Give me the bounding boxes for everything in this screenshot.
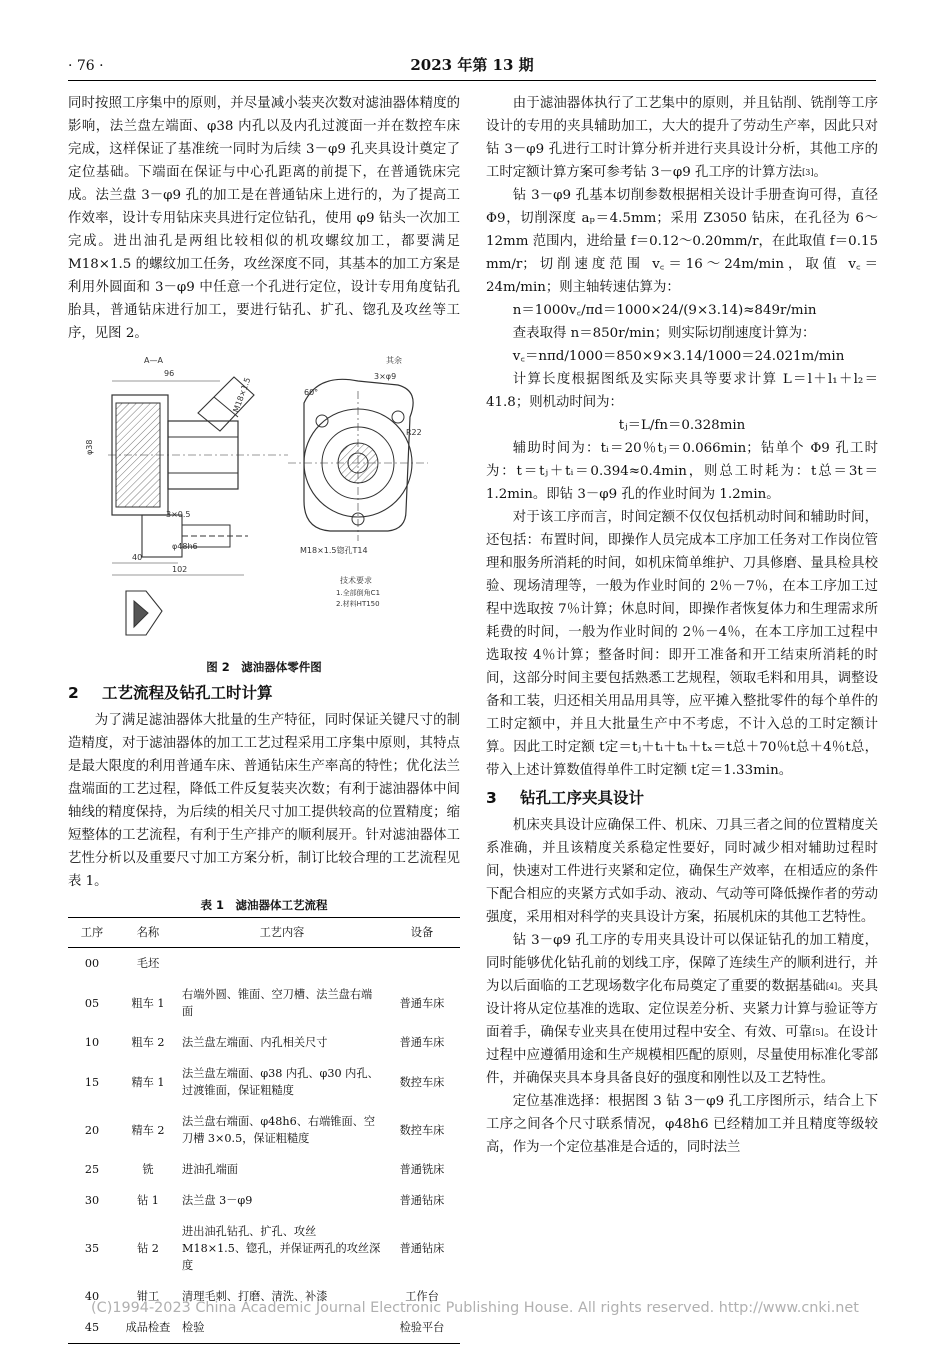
cell: 法兰盘 3－φ9 — [182, 1194, 253, 1207]
cell: 35 — [84, 1242, 100, 1255]
right-column — [486, 92, 878, 1159]
cell: 15 — [84, 1075, 100, 1089]
paragraph-text: 由于滤油器体执行了工艺集中的原则，并且钻削、铣削等工序设计的专用的夹具辅助加工，大大的提升了劳动生产率，因此只对钻 3－φ9 孔进行工时计算分析并进行夹具设计分析，其他工序的工时定额计算方案可参考钻 3－φ9 孔工序的计算方法 — [486, 96, 878, 180]
cell: 粗车 2 — [131, 1036, 165, 1049]
cell: 钻 1 — [137, 1194, 159, 1207]
section-heading — [68, 681, 460, 705]
section-title: 钻孔工序夹具设计 — [520, 789, 645, 807]
cell: 精车 1 — [131, 1075, 165, 1089]
cell: 数控车床 — [399, 1075, 445, 1089]
equation: tⱼ＝L/fn＝0.328min — [618, 418, 746, 433]
dim-3x05: 3×0.5 — [166, 510, 191, 519]
tech-req-1: 1.全部倒角C1 — [336, 589, 381, 597]
cell: 30 — [84, 1194, 100, 1207]
table-row — [68, 1216, 460, 1281]
cell: 钳工 — [136, 1290, 160, 1303]
cell — [180, 948, 384, 980]
paragraph: 定位基准选择：根据图 3 钻 3－φ9 孔工序图所示，结合上下工序之间各个尺寸联系情况，φ48h6 已经精加工并且精度等级较高，作为一个定位基准是合适的，同时法兰 — [486, 1094, 878, 1155]
col-header: 设备 — [384, 918, 460, 948]
tech-req-title: 技术要求 — [340, 576, 372, 585]
dim-3phi9: 3×φ9 — [374, 372, 397, 381]
left-column — [68, 92, 460, 1344]
paragraph: 辅助时间为：tᵢ＝20％tⱼ＝0.066min；钻单个 Φ9 孔工时为：t＝tⱼ＋tᵢ＝0.394≈0.4min，则总工时耗为：t总＝3t＝1.2min。即钻 3－φ9 孔的作业时间为 1.2min。 — [486, 441, 878, 502]
section-heading — [486, 786, 878, 810]
cell: 精车 2 — [131, 1123, 165, 1137]
table-row — [68, 979, 460, 1027]
dim-r22: R22 — [406, 428, 422, 437]
paragraph — [486, 929, 878, 1090]
paragraph: 对于该工序而言，时间定额不仅仅包括机动时间和辅助时间，还包括：布置时间，即操作人员完成本工序加工任务对工作岗位管理和服务所消耗的时间，如机床简单维护、刀具修磨、量具检具校验、现场清理等，一般为作业时间的 2％－7％，在本工序加工过程中选取按 7％计算；休息时间，即操作者恢复体力和生理需求所耗费的时间，一般为作业时间的 2％－4％，在本工序加工过程中选取按 4％计算；整备时间：即开工准备和开工结束所消耗的时间，这部分时间主要包括熟悉工艺规程，领取毛料和用具，调整设备和工装，归还相关用品用具等，应平摊入整批零件的每个单件的工时定额中，并且大批量生产中不考虑，不计入总的工时定额计算。因此工时定额 t定＝tⱼ＋tᵢ＋tₕ＋tₓ＝t总＋70％t总＋4％t总，带入上述计算数值得单件工时定额 t定＝1.33min。 — [486, 510, 878, 778]
page-number: · 76 · — [68, 58, 104, 74]
citation: [3] — [802, 168, 814, 177]
punct: 。 — [813, 165, 827, 180]
header-rule — [68, 80, 876, 81]
dim-96: 96 — [164, 369, 175, 378]
cell: 05 — [84, 996, 100, 1010]
dim-phi38: φ38 — [85, 439, 94, 455]
citation: [4] — [825, 982, 838, 991]
page-header — [68, 0, 876, 80]
paragraph-text: 钻 3－φ9 孔工序的专用夹具设计可以保证钻孔的加工精度，同时能够优化钻孔前的划线工序，保障了连续生产的顺利进行，并为以后面临的工艺现场数字化布局奠定了重要的数据基础 — [486, 933, 878, 994]
copyright-footer: (C)1994-2023 China Academic Journal Electronic Publishing House. All rights reserved. http://www.cnki.net — [91, 1300, 859, 1316]
cell: 法兰盘右端面、φ48h6、右端锥面、空刀槽 3×0.5，保证粗糙度 — [182, 1115, 376, 1145]
cell: 普通铣床 — [399, 1163, 445, 1176]
cell: 进出油孔钻孔、扩孔、攻丝 M18×1.5、锪孔，并保证两孔的攻丝深度 — [182, 1225, 381, 1272]
cell: 检验平台 — [384, 1312, 460, 1344]
dim-40: 40 — [132, 553, 143, 562]
cell: 普通车床 — [399, 1036, 445, 1049]
table-row — [68, 1185, 460, 1216]
cell: 成品检查 — [116, 1312, 180, 1344]
equation: n＝1000v꜀/πd＝1000×24/(9×3.14)≈849r/min — [512, 303, 817, 318]
col-header: 工艺内容 — [180, 918, 384, 948]
process-table — [68, 917, 460, 1344]
paragraph: 机床夹具设计应确保工件、机床、刀具三者之间的位置精度关系准确，并且该精度关系稳定性要好，同时减少相对辅助过程时间，快速对工件进行夹紧和定位，确保生产效率，在相适应的条件下配合相应的夹紧方式如手动、液动、气动等可降低操作者的劳动强度，采用相对科学的夹具设计方案，拓展机床的其他工艺特性。 — [486, 818, 878, 925]
cell: 45 — [68, 1312, 116, 1344]
cell: 进油孔端面 — [182, 1163, 238, 1176]
cell: 粗车 1 — [131, 996, 165, 1010]
journal-issue: 2023 年第 13 期 — [410, 56, 534, 74]
table-header-row — [68, 918, 460, 948]
figure-2 — [68, 351, 460, 651]
cell: 10 — [84, 1036, 100, 1049]
citation: [5] — [812, 1028, 824, 1037]
cell: 毛坯 — [136, 957, 160, 970]
cell: 法兰盘左端面、内孔相关尺寸 — [182, 1036, 328, 1049]
section-number: 2 — [68, 684, 79, 702]
table-row — [68, 948, 460, 980]
dim-102: 102 — [172, 565, 188, 574]
col-header: 工序 — [68, 918, 116, 948]
paragraph-text: 。在设计过程中应遵循用途和生产规模相匹配的原则，尽量使用标准化零部件，并确保夹具本身具备良好的强度和刚性以及工艺特性。 — [486, 1025, 879, 1086]
table-row — [68, 1106, 460, 1154]
table-caption: 表 1 滤油器体工艺流程 — [200, 898, 328, 912]
section-label: A—A — [144, 356, 163, 365]
cell: 20 — [84, 1123, 100, 1137]
paragraph: 查表取得 n＝850r/min；则实际切削速度计算为： — [512, 326, 816, 341]
paragraph: 为了满足滤油器体大批量的生产特征，同时保证关键尺寸的制造精度，对于滤油器体的加工工艺过程采用工序集中原则，其特点是最大限度的利用普通车床、普通钻床生产率高的特性；优化法兰盘端面的工艺过程，降低工件反复装夹次数；有利于滤油器体中间轴线的精度保持，为后续的相关尺寸加工提供较高的位置精度；缩短整体的工艺流程，有利于生产排产的顺利展开。针对滤油器体工艺性分析以及重要尺寸加工方案分析，制订比较合理的工艺流程见表 1。 — [68, 713, 460, 889]
equation: v꜀＝nπd/1000＝850×9×3.14/1000＝24.021m/min — [512, 349, 845, 364]
tech-req-2: 2.材料HT150 — [336, 600, 380, 608]
cell: 数控车床 — [399, 1123, 445, 1137]
cell: 40 — [84, 1290, 100, 1303]
part-drawing — [68, 351, 460, 651]
cell: 普通车床 — [399, 996, 445, 1010]
cell: 检验 — [180, 1312, 384, 1344]
cell: 工作台 — [405, 1290, 439, 1303]
rest-note: 其余 — [386, 356, 402, 365]
dim-phi48: φ48h6 — [172, 542, 198, 551]
thread-note: M18×1.5锪孔T14 — [300, 546, 368, 555]
cell: 铣 — [142, 1163, 154, 1176]
dim-60: 60° — [304, 388, 319, 397]
dim-m18: M18×1.5 — [231, 376, 253, 414]
paragraph-text: 。夹具设计将从定位基准的选取、定位误差分析、夹紧力计算与验证等方面着手，确保专业夹具在使用过程中安全、有效、可靠 — [486, 979, 879, 1040]
cell: 钻 2 — [137, 1242, 159, 1255]
cell: 00 — [84, 957, 100, 970]
cell: 清理毛刺、打磨、清洗、补漆 — [182, 1290, 328, 1303]
cell: 法兰盘左端面、φ38 内孔、φ30 内孔、过渡锥面，保证粗糙度 — [182, 1067, 379, 1097]
col-header: 名称 — [116, 918, 180, 948]
paragraph: 同时按照工序集中的原则，并尽量减小装夹次数对滤油器体精度的影响，法兰盘左端面、φ38 内孔以及内孔过渡面一并在数控车床完成，这样保证了基准统一同时为后续 3－φ9 孔夹具设计奠定了定位基础。下端面在保证与中心孔距离的前提下，在普通铣床完成。法兰盘 3－φ9 孔的加工是在普通钻床上进行的，为了提高工作效率，设计专用钻床夹具进行定位钻孔，使用 φ9 钻头一次加工完成。进出油孔是两组比较相似的机攻螺纹加工，都要满足 M18×1.5 的螺纹加工任务，攻丝深度不同，其基本的加工方案是利用外圆面和 3－φ9 中任意一个孔进行定位，设计专用角度钻孔胎具，普通钻床进行加工，要进行钻孔、扩孔、锪孔及攻丝等工序，见图 2。 — [68, 96, 460, 341]
table-row — [68, 1154, 460, 1185]
paragraph: 计算长度根据图纸及实际夹具等要求计算 L＝l＋l₁＋l₂＝41.8；则机动时间为： — [486, 372, 878, 410]
cell: 右端外圆、锥面、空刀槽、法兰盘右端面 — [182, 988, 373, 1018]
paragraph: 钻 3－φ9 孔基本切削参数根据相关设计手册查询可得，直径 Φ9，切削深度 aₚ＝4.5mm；采用 Z3050 钻床，在孔径为 6～12mm 范围内，进给量 f＝0.12～0.20mm/r，在此取值 f＝0.15 mm/r；切削速度范围 v꜀＝16～24m/min，取值 v꜀＝24m/min；则主轴转速估算为： — [486, 188, 878, 295]
paragraph — [486, 92, 878, 184]
cell — [384, 948, 460, 980]
section-title: 工艺流程及钻孔工时计算 — [102, 684, 273, 702]
table-row — [68, 1312, 460, 1344]
section-number: 3 — [486, 789, 497, 807]
table-row — [68, 1027, 460, 1058]
cell: 普通钻床 — [399, 1242, 445, 1255]
cell: 25 — [84, 1163, 100, 1176]
table-row — [68, 1058, 460, 1106]
cell: 普通钻床 — [399, 1194, 445, 1207]
figure-caption: 图 2 滤油器体零件图 — [206, 660, 322, 674]
